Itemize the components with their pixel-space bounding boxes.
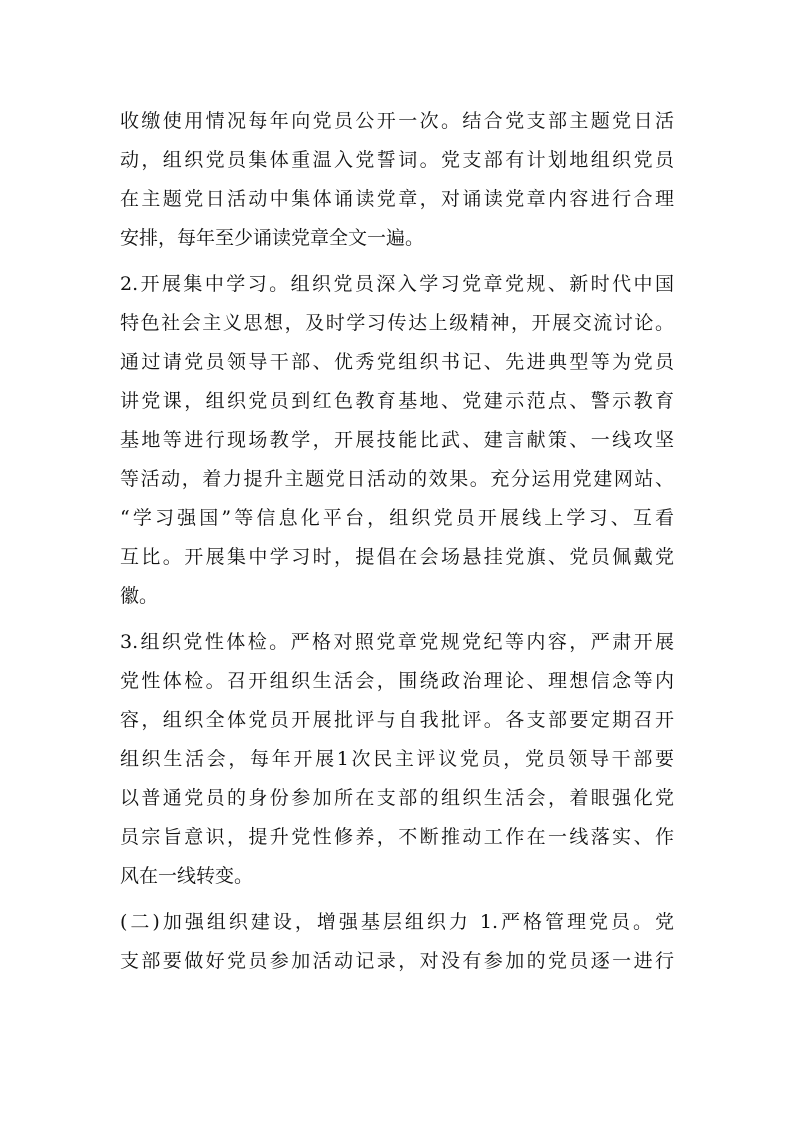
text-line: 在主题党日活动中集体诵读党章，对诵读党章内容进行合理 <box>120 188 674 210</box>
text-line: 以普通党员的身份参加所在支部的组织生活会，着眼强化党 <box>120 787 674 809</box>
text-line: 基地等进行现场教学，开展技能比武、建言献策、一线攻坚 <box>120 429 674 451</box>
text-line: 党性体检。召开组织生活会，围绕政治理论、理想信念等内 <box>120 670 674 692</box>
text-line: 通过请党员领导干部、优秀党组织书记、先进典型等为党员 <box>120 351 674 373</box>
text-line: 安排，每年至少诵读党章全文一遍。 <box>120 227 425 249</box>
text-line: 互比。开展集中学习时，提倡在会场悬挂党旗、党员佩戴党 <box>120 546 674 568</box>
text-line: 收缴使用情况每年向党员公开一次。结合党支部主题党日活 <box>120 110 674 132</box>
text-line: 讲党课，组织党员到红色教育基地、党建示范点、警示教育 <box>120 390 674 412</box>
text-line: 徽。 <box>120 585 159 607</box>
text-line: 风在一线转变。 <box>120 865 254 887</box>
text-line: 2.开展集中学习。组织党员深入学习党章党规、新时代中国 <box>120 273 674 295</box>
text-line: 组织生活会，每年开展1次民主评议党员，党员领导干部要 <box>120 748 674 770</box>
text-line: 3.组织党性体检。严格对照党章党规党纪等内容，严肃开展 <box>120 631 674 653</box>
text-line: 员宗旨意识，提升党性修养，不断推动工作在一线落实、作 <box>120 826 674 848</box>
text-line: “学习强国”等信息化平台，组织党员开展线上学习、互看 <box>120 507 674 529</box>
text-line: 支部要做好党员参加活动记录，对没有参加的党员逐一进行 <box>120 950 674 972</box>
text-line: 容，组织全体党员开展批评与自我批评。各支部要定期召开 <box>120 709 674 731</box>
text-line: 特色社会主义思想，及时学习传达上级精神，开展交流讨论。 <box>120 312 674 334</box>
text-line: (二)加强组织建设，增强基层组织力 1.严格管理党员。党 <box>120 911 674 933</box>
text-line: 动，组织党员集体重温入党誓词。党支部有计划地组织党员 <box>120 149 674 171</box>
text-line: 等活动，着力提升主题党日活动的效果。充分运用党建网站、 <box>120 468 674 490</box>
